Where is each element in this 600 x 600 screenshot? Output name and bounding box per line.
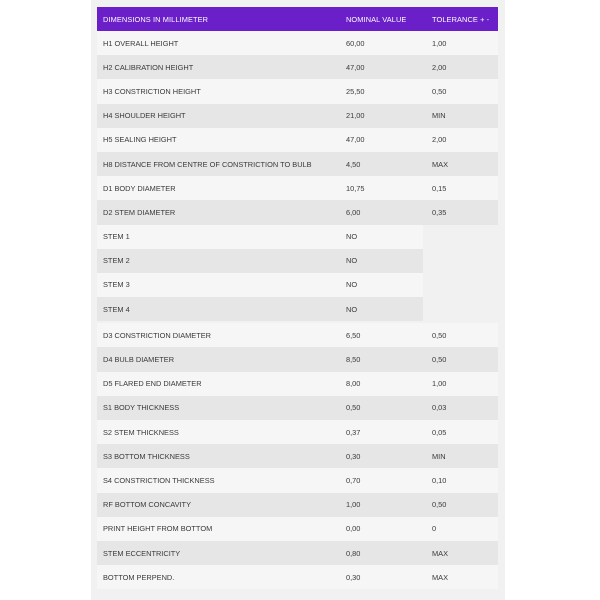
tolerance-cell: MAX (432, 548, 449, 558)
tolerance-cell: 0 (432, 524, 437, 534)
nominal-cell: 0,37 (346, 427, 361, 437)
dimension-cell: S2 STEM THICKNESS (103, 427, 179, 437)
dimension-cell: PRINT HEIGHT FROM BOTTOM (103, 524, 213, 534)
nominal-cell: NO (346, 304, 358, 314)
tolerance-cell: MAX (432, 572, 449, 582)
dimension-cell: S3 BOTTOM THICKNESS (103, 451, 190, 461)
table-row-stem (97, 225, 498, 249)
nominal-cell: 6,50 (346, 330, 361, 340)
tolerance-cell (423, 225, 498, 249)
table-row (97, 468, 498, 492)
table-row-stem (97, 297, 498, 321)
nominal-cell: 47,00 (346, 135, 365, 145)
tolerance-cell: 0,03 (432, 403, 447, 413)
header-nominal-value: NOMINAL VALUE (346, 14, 407, 24)
nominal-cell: 47,00 (346, 62, 365, 72)
nominal-cell: 1,00 (346, 500, 361, 510)
nominal-cell: 25,50 (346, 86, 365, 96)
tolerance-cell: 0,50 (432, 330, 447, 340)
nominal-cell: 21,00 (346, 111, 365, 121)
nominal-cell: 10,75 (346, 183, 365, 193)
table-row (97, 444, 498, 468)
tolerance-cell: 1,00 (432, 379, 447, 389)
tolerance-cell: 0,05 (432, 427, 447, 437)
table-row (97, 152, 498, 176)
tolerance-cell: 0,15 (432, 183, 447, 193)
table-row (97, 565, 498, 589)
dimensions-table (97, 7, 498, 589)
table-row (97, 128, 498, 152)
tolerance-cell: 0,35 (432, 207, 447, 217)
table-row (97, 104, 498, 128)
tolerance-cell: 0,50 (432, 355, 447, 365)
table-row-stem (97, 249, 498, 273)
header-tolerance: TOLERANCE + - (432, 14, 490, 24)
tolerance-cell: MAX (432, 159, 449, 169)
nominal-cell: 0,80 (346, 548, 361, 558)
dimension-cell: H8 DISTANCE FROM CENTRE OF CONSTRICTION TO BULB (103, 159, 312, 169)
nominal-cell: 8,00 (346, 379, 361, 389)
tolerance-cell: 0,10 (432, 475, 447, 485)
table-row (97, 176, 498, 200)
tolerance-cell: MIN (432, 111, 446, 121)
nominal-cell: NO (346, 232, 358, 242)
dimension-cell: D3 CONSTRICTION DIAMETER (103, 330, 211, 340)
nominal-cell: 0,70 (346, 475, 361, 485)
tolerance-cell: 0,50 (432, 86, 447, 96)
nominal-cell: 0,30 (346, 451, 361, 461)
nominal-cell: 6,00 (346, 207, 361, 217)
dimension-cell: H5 SEALING HEIGHT (103, 135, 177, 145)
table-row (97, 79, 498, 103)
dimension-cell: D2 STEM DIAMETER (103, 207, 176, 217)
nominal-cell: 0,30 (346, 572, 361, 582)
table-row (97, 420, 498, 444)
dimension-cell: BOTTOM PERPEND. (103, 572, 175, 582)
tolerance-cell: 0,50 (432, 500, 447, 510)
dimension-cell: STEM ECCENTRICITY (103, 548, 181, 558)
nominal-cell: NO (346, 256, 358, 266)
dimension-cell: S4 CONSTRICTION THICKNESS (103, 475, 215, 485)
dimension-cell: H3 CONSTRICTION HEIGHT (103, 86, 201, 96)
nominal-cell: 4,50 (346, 159, 361, 169)
table-row (97, 372, 498, 396)
nominal-cell: NO (346, 280, 358, 290)
dimension-cell: D1 BODY DIAMETER (103, 183, 176, 193)
table-row (97, 323, 498, 347)
table-header (97, 7, 498, 31)
header-dimensions: DIMENSIONS IN MILLIMETER (103, 14, 209, 24)
dimension-cell: RF BOTTOM CONCAVITY (103, 500, 192, 510)
dimension-cell: D4 BULB DIAMETER (103, 355, 175, 365)
tolerance-cell: 1,00 (432, 38, 447, 48)
nominal-cell: 0,50 (346, 403, 361, 413)
nominal-cell: 60,00 (346, 38, 365, 48)
tolerance-cell (423, 249, 498, 273)
table-row (97, 347, 498, 371)
dimension-cell: STEM 1 (103, 232, 130, 242)
tolerance-cell: 2,00 (432, 62, 447, 72)
table-row (97, 55, 498, 79)
table-row (97, 200, 498, 224)
tolerance-cell: 2,00 (432, 135, 447, 145)
table-row (97, 493, 498, 517)
dimension-cell: H4 SHOULDER HEIGHT (103, 111, 186, 121)
nominal-cell: 0,00 (346, 524, 361, 534)
table-row (97, 541, 498, 565)
dimension-cell: STEM 3 (103, 280, 130, 290)
dimension-cell: S1 BODY THICKNESS (103, 403, 180, 413)
dimension-cell: STEM 2 (103, 256, 130, 266)
dimension-cell: H1 OVERALL HEIGHT (103, 38, 179, 48)
tolerance-cell (423, 273, 498, 297)
table-row-stem (97, 273, 498, 297)
dimension-cell: D5 FLARED END DIAMETER (103, 379, 202, 389)
nominal-cell: 8,50 (346, 355, 361, 365)
table-row (97, 396, 498, 420)
dimension-cell: H2 CALIBRATION HEIGHT (103, 62, 194, 72)
dimension-cell: STEM 4 (103, 304, 130, 314)
tolerance-cell (423, 297, 498, 321)
table-row (97, 517, 498, 541)
table-row (97, 31, 498, 55)
tolerance-cell: MIN (432, 451, 446, 461)
